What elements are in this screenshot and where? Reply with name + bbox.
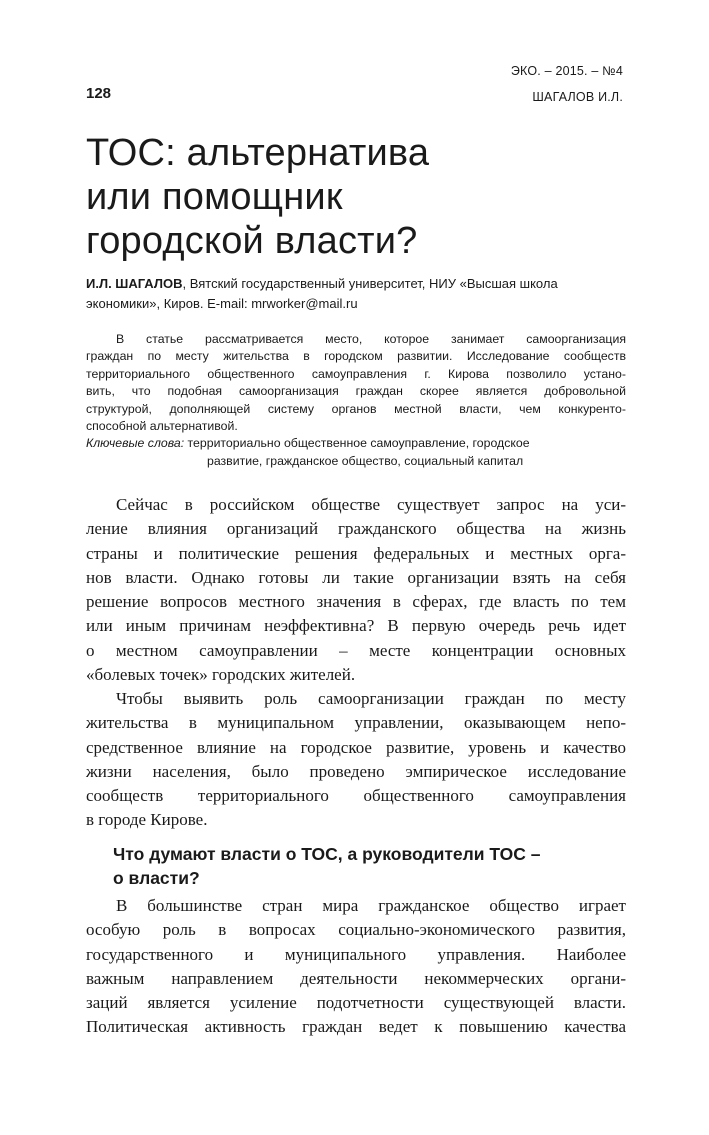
text-line: важным направлением деятельности некоммерческих органи- — [86, 968, 626, 988]
running-author: ШАГАЛОВ И.Л. — [532, 90, 623, 104]
abstract-line: В статье рассматривается место, которое занимает самоорганизация — [116, 332, 626, 346]
text-line: о местном самоуправлении – месте концентрации основных — [86, 640, 626, 660]
body-paragraph — [86, 493, 626, 687]
body-paragraph — [86, 687, 626, 833]
text-line: решение вопросов местного значения в сферах, где власть по тем — [86, 592, 626, 612]
body-paragraph — [86, 894, 626, 1040]
text-line: Политическая активность граждан ведет к повышению качества — [86, 1017, 626, 1037]
text-line: средственное влияние на городское развитие, уровень и качество — [86, 737, 626, 757]
heading-line: Что думают власти о ТОС, а руководители ТОС – — [113, 844, 541, 864]
text-line: сообществ территориального общественного самоуправления — [86, 786, 626, 806]
author-name: И.Л. ШАГАЛОВ — [86, 276, 183, 291]
text-line: ление влияния организаций гражданского общества на жизнь — [86, 519, 626, 539]
text-line: жизни населения, было проведено эмпирическое исследование — [86, 761, 626, 781]
keywords-text: территориально общественное самоуправление, городское — [184, 436, 530, 451]
journal-issue: ЭКО. – 2015. – №4 — [510, 64, 623, 78]
author-affiliation-cont: экономики», Киров. E-mail: mrworker@mail.ru — [86, 295, 358, 311]
text-line: государственного и муниципального управления. Наиболее — [86, 944, 626, 964]
keywords-text-cont: развитие, гражданское общество, социальный капитал — [207, 453, 524, 468]
abstract-line: способной альтернативой. — [86, 419, 238, 434]
text-line: В большинстве стран мира гражданское общество играет — [116, 896, 626, 915]
title-line: городской власти? — [86, 220, 418, 262]
author-info — [86, 274, 626, 313]
text-line: или иным причинам неэффективна? В первую очередь речь идет — [86, 616, 626, 636]
text-line: жительства в муниципальном управлении, оказывающем непо- — [86, 713, 626, 733]
author-affiliation: , Вятский государственный университет, НИУ «Высшая школа — [182, 276, 558, 291]
text-line: в городе Кирове. — [86, 810, 208, 830]
keywords — [86, 435, 626, 470]
keywords-label: Ключевые слова: — [86, 436, 185, 451]
abstract — [86, 331, 626, 470]
text-line: Чтобы выявить роль самоорганизации граждан по месту — [116, 689, 626, 708]
abstract-line: граждан по месту жительства в городском развитии. Исследование сообществ — [86, 349, 626, 364]
title-line: или помощник — [86, 176, 343, 218]
article-title — [86, 131, 646, 263]
title-line: ТОС: альтернатива — [86, 132, 430, 174]
text-line: Сейчас в российском обществе существует запрос на уси- — [116, 495, 626, 514]
abstract-line: вить, что подобная самоорганизация граждан скорее является добровольной — [86, 384, 626, 399]
text-line: страны и политические решения федеральных и местных орга- — [86, 543, 626, 563]
page-number: 128 — [86, 85, 112, 102]
text-line: заций является усиление подотчетности существующей власти. — [86, 993, 626, 1013]
text-line: особую роль в вопросах социально-экономического развития, — [86, 920, 626, 940]
section-heading — [113, 842, 623, 890]
text-line: нов власти. Однако готовы ли такие организации взять на себя — [86, 567, 626, 587]
abstract-line: территориального общественного самоуправления г. Кирова позволило устано- — [86, 366, 626, 381]
abstract-line: структурой, дополняющей систему органов местной власти, чем конкуренто- — [86, 401, 626, 416]
text-line: «болевых точек» городских жителей. — [86, 665, 356, 685]
heading-line: о власти? — [113, 868, 200, 888]
